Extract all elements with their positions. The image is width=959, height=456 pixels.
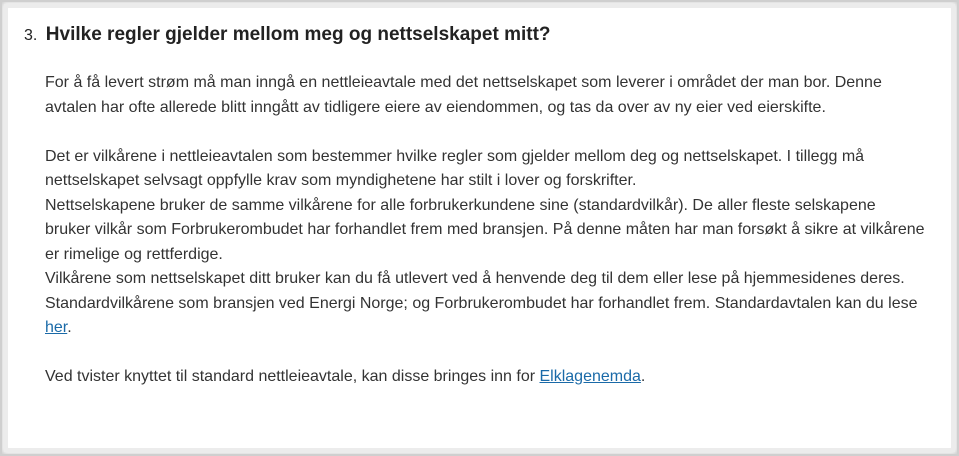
question-title: Hvilke regler gjelder mellom meg og nettselskapet mitt? bbox=[45, 24, 551, 45]
answer-paragraph-1: For å få levert strøm må man inngå en nettleieavtale med det nettselskapet som leverer i området der man bor. Denne avtalen har ofte allerede blitt inngått av tidligere eiere av eiendommen, og tas da over av ny eier ved eierskifte. bbox=[45, 74, 882, 116]
faq-question bbox=[24, 24, 551, 46]
answer-paragraph-2b: Nettselskapene bruker de samme vilkårene for alle forbrukerkundene sine (standardvilkår). De aller fleste selskapene bruker vilkår som Forbrukerombudet har forhandlet frem med bransjen. På denne måten har man forsøkt å sikre at vilkårene er rimelige og rettferdige. bbox=[45, 196, 925, 263]
paragraph-3-end: . bbox=[640, 368, 646, 385]
paragraph-spacer bbox=[45, 341, 925, 366]
answer-paragraph-3 bbox=[45, 365, 925, 390]
paragraph-2c-end: . bbox=[67, 319, 72, 336]
paragraph-spacer bbox=[45, 120, 925, 145]
elklagenemda-link[interactable]: Elklagenemda bbox=[539, 368, 641, 385]
answer-paragraph-2a: Det er vilkårene i nettleieavtalen som bestemmer hvilke regler som gjelder mellom deg og nettselskapet. I tillegg må nettselskapet selvsagt oppfylle krav som myndighetene har stilt i lover og forskrifter. bbox=[45, 147, 865, 189]
question-number: 3. bbox=[24, 27, 38, 44]
answer-paragraph-2c bbox=[45, 267, 925, 341]
paragraph-2c-text: Vilkårene som nettselskapet ditt bruker kan du få utlevert ved å henvende deg til dem eller lese på hjemmesidenes deres. Standardvilkårene som bransjen ved Energi Norge; og Forbrukerombudet har forhandlet frem. Standardavtalen kan du lese bbox=[45, 270, 918, 312]
standard-agreement-link[interactable]: her bbox=[45, 319, 68, 336]
paragraph-3-text: Ved tvister knyttet til standard nettleieavtale, kan disse bringes inn for bbox=[45, 368, 540, 385]
faq-answer bbox=[45, 71, 925, 390]
